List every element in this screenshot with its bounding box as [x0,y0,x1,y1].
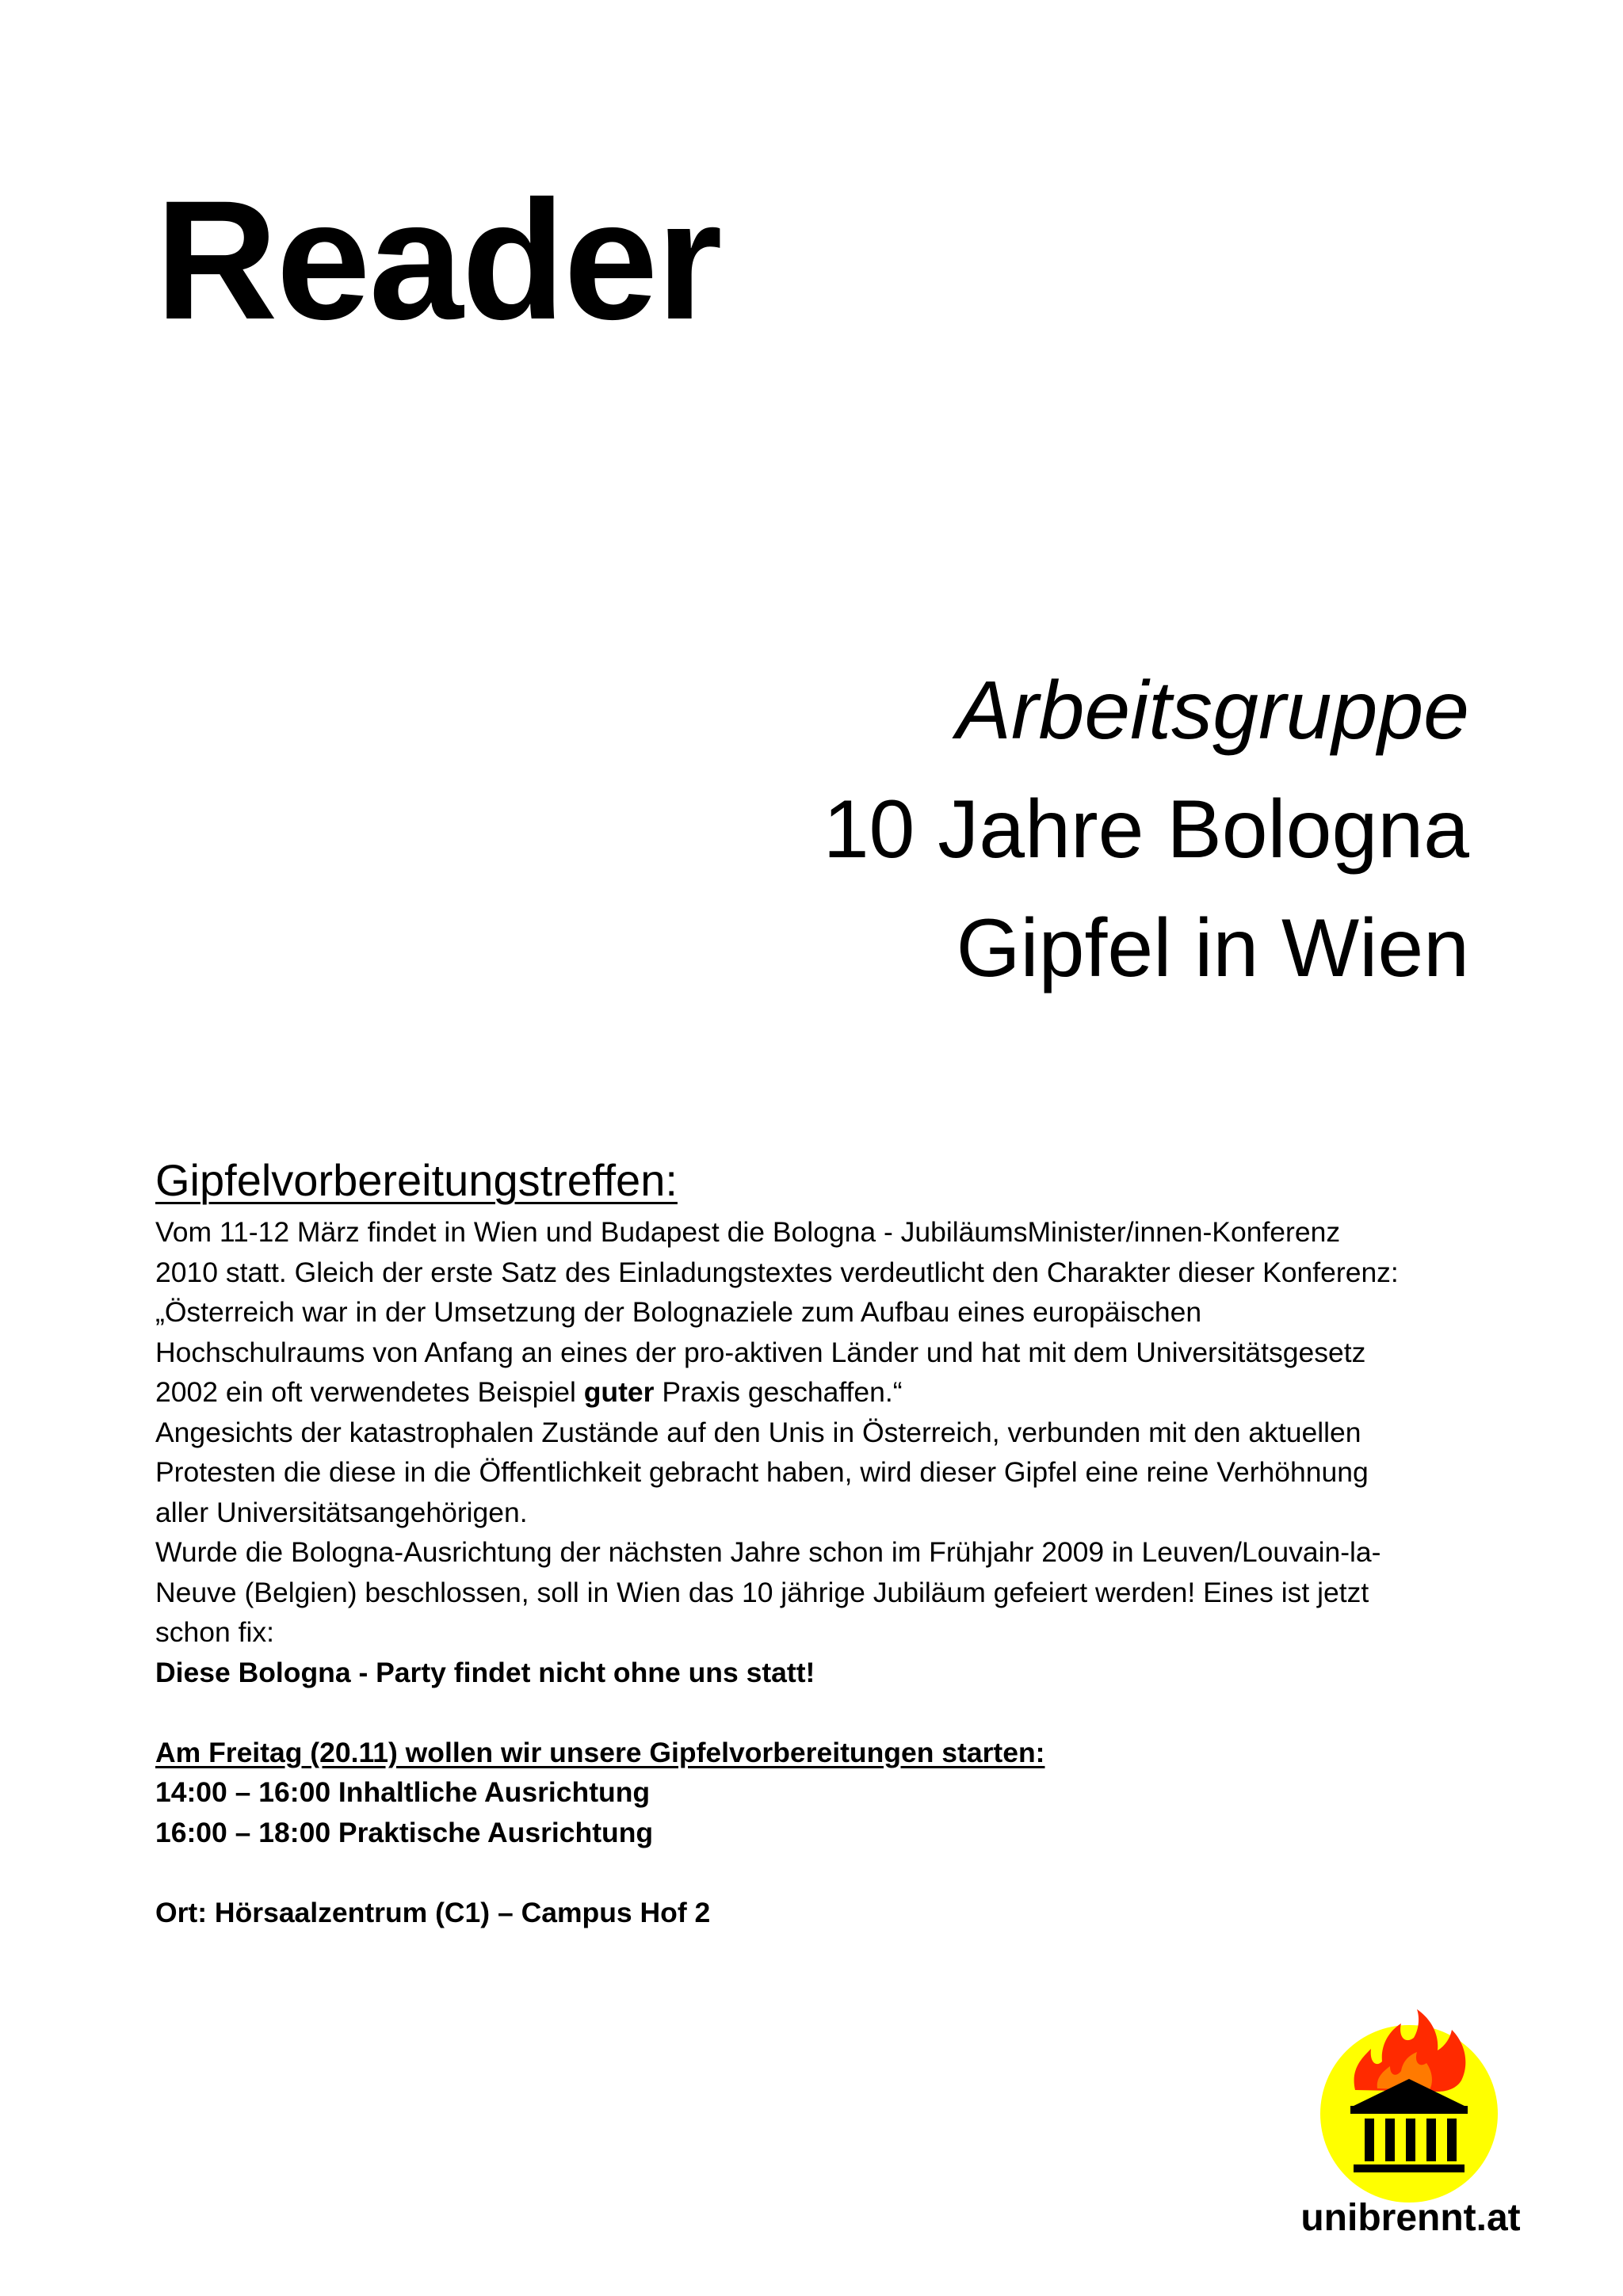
paragraph-line: Neuve (Belgien) beschlossen, soll in Wien das 10 jährige Jubiläum gefeiert werden! Eines ist jetzt [155,1576,1369,1608]
document-title: Reader [155,166,721,355]
location: Ort: Hörsaalzentrum (C1) – Campus Hof 2 [155,1896,711,1928]
paragraph-line: Wurde die Bologna-Ausrichtung der nächsten Jahre schon im Frühjahr 2009 in Leuven/Louvain-la- [155,1536,1381,1568]
paragraph-line: aller Universitätsangehörigen. [155,1496,528,1528]
paragraph-line: Hochschulraums von Anfang an eines der pro-aktiven Länder und hat mit dem Universitätsgesetz [155,1336,1366,1368]
paragraph-line: Protesten die diese in die Öffentlichkeit gebracht haben, wird dieser Gipfel eine reine Verhöhnung [155,1456,1369,1488]
paragraph-line: „Österreich war in der Umsetzung der Bolognaziele zum Aufbau eines europäischen [155,1296,1202,1328]
subtitle-line-2: 10 Jahre Bologna [823,784,1469,875]
logo-text: unibrennt.at [1300,2197,1521,2239]
quote-end-after: Praxis geschaffen.“ [654,1376,903,1408]
paragraph-line: 2010 statt. Gleich der erste Satz des Einladungstextes verdeutlicht den Charakter dieser Konferenz: [155,1256,1399,1288]
spacer [155,1852,1487,1893]
paragraph-line: Angesichts der katastrophalen Zustände auf den Unis in Österreich, verbunden mit den aktuellen [155,1416,1361,1448]
section-body [155,1212,1487,1932]
schedule-item: 14:00 – 16:00 Inhaltliche Ausrichtung [155,1776,651,1808]
paragraph-line: schon fix: [155,1616,274,1648]
quote-end-before: 2002 ein oft verwendetes Beispiel [155,1376,584,1408]
spacer [155,1692,1487,1733]
subtitle-line-3: Gipfel in Wien [956,902,1469,994]
schedule-heading: Am Freitag (20.11) wollen wir unsere Gipfelvorbereitungen starten: [155,1736,1045,1768]
schedule-item: 16:00 – 18:00 Praktische Ausrichtung [155,1816,654,1848]
subtitle-line-1: Arbeitsgruppe [956,665,1469,757]
burning-university-building-icon [1282,2003,1536,2209]
paragraph-line: Vom 11-12 März findet in Wien und Budapest die Bologna - JubiläumsMinister/innen-Konferenz [155,1216,1341,1248]
slogan: Diese Bologna - Party findet nicht ohne uns statt! [155,1656,815,1688]
section-heading: Gipfelvorbereitungstreffen: [155,1155,678,1205]
meeting-section [155,1152,1487,1932]
document-subtitle [518,651,1469,1008]
quote-end-line [155,1372,1487,1413]
quote-end-bold: guter [583,1376,655,1408]
